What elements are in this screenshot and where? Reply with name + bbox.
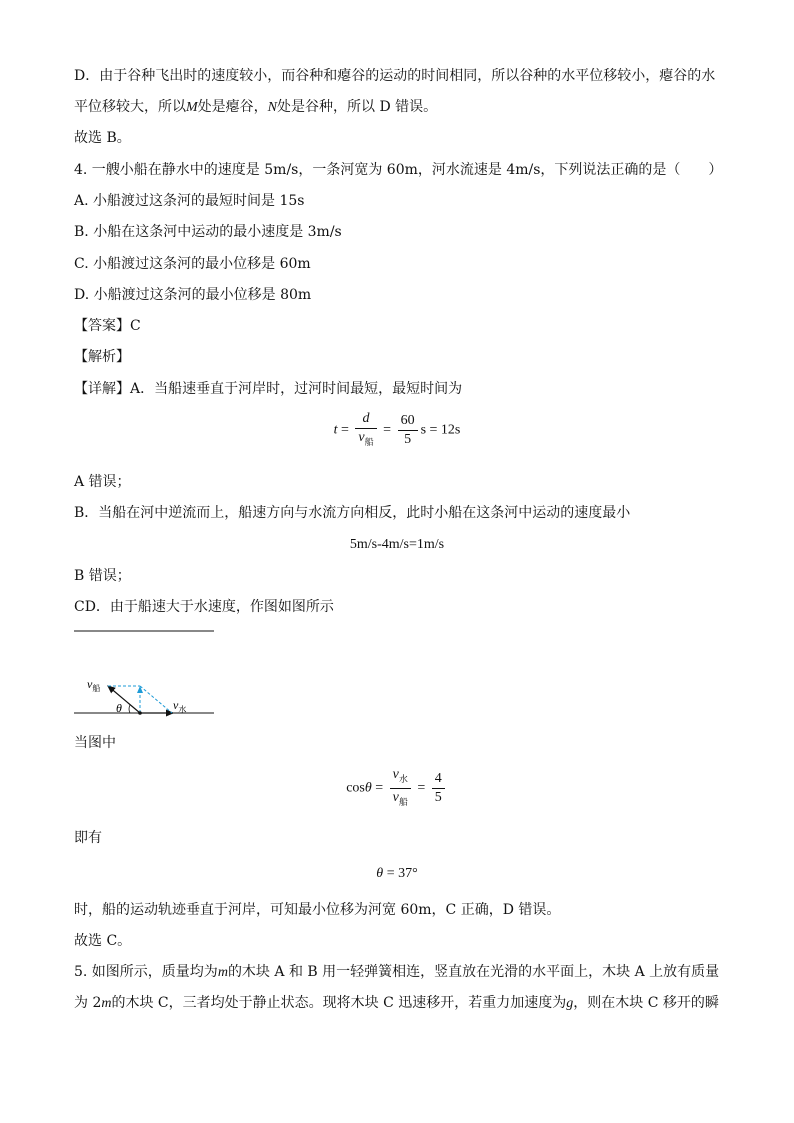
text-span: 平位移较大，所以	[74, 99, 186, 115]
detail-b: B．当船在河中逆流而上，船速方向与水流方向相反，此时小船在这条河中运动的速度最小	[74, 505, 631, 521]
var-theta: θ	[376, 866, 384, 881]
text-span: 的木块 C，三者均处于静止状态。现将木块 C 迅速移开，若重力加速度为	[111, 995, 567, 1011]
cos-label: cos	[346, 780, 365, 796]
var-d: d	[362, 411, 370, 426]
eq-sign: =	[417, 780, 426, 796]
equation-cos-theta	[0, 766, 794, 811]
velocity-diagram	[70, 625, 220, 725]
fraction-d-over-v	[355, 410, 376, 451]
var-m: m	[101, 996, 112, 1011]
var-v: v	[358, 430, 365, 445]
var-theta: θ	[364, 780, 372, 796]
angle-arc	[129, 705, 130, 713]
text-line: B 错误；	[74, 568, 131, 584]
fraction-60-over-5	[398, 412, 418, 449]
answer-label: 【答案】C	[74, 318, 141, 334]
label-v-ship: $v_船$	[87, 677, 101, 693]
text-line: 故选 C。	[74, 933, 132, 949]
equation-min-time	[0, 410, 794, 451]
subscript-ship: 船	[398, 796, 408, 807]
ship-velocity-arrow	[108, 686, 140, 713]
origin-point	[138, 711, 142, 715]
eq-sign: =	[341, 422, 349, 438]
var-v: v	[392, 767, 399, 782]
text-line: D．由于谷种飞出时的速度较小，而谷种和瘪谷的运动的时间相同，所以谷种的水平位移较小，瘪谷的水	[74, 68, 716, 84]
equation-min-speed: 5m/s-4m/s=1m/s	[349, 537, 445, 552]
result: s = 12s	[420, 422, 461, 438]
text-line	[74, 97, 437, 118]
var-v: v	[392, 789, 399, 805]
var-N: N	[267, 100, 278, 115]
label-theta: θ	[116, 701, 122, 715]
text-span: 处是瘪谷，	[197, 99, 268, 115]
question-5	[74, 962, 719, 983]
label-v-water: $v_水$	[173, 698, 187, 714]
var-m: m	[217, 965, 228, 980]
option-a: A. 小船渡过这条河的最短时间是 15s	[74, 193, 305, 209]
subscript-ship: 船	[364, 436, 374, 447]
question-4: 4. 一艘小船在静水中的速度是 5m/s，一条河宽为 60m，河水流速是 4m/s，下列说法正确的是（ ）	[74, 162, 723, 178]
var-g: g	[566, 996, 574, 1011]
denominator: 5	[434, 789, 442, 805]
text-line: 故选 B。	[74, 130, 131, 146]
eq-sign: =	[383, 422, 392, 438]
text-span: 5. 如图所示，质量均为	[74, 964, 218, 980]
question-5-cont	[74, 993, 719, 1014]
option-d: D. 小船渡过这条河的最小位移是 80m	[74, 287, 312, 303]
numerator: 4	[432, 770, 445, 789]
equation-theta	[0, 864, 794, 884]
subscript-water: 水	[398, 773, 408, 784]
text-span: ，则在木块 C 移开的瞬	[573, 995, 719, 1011]
text-line: 即有	[74, 830, 102, 846]
text-span: 处是谷种，所以 D 错误。	[277, 99, 438, 115]
option-b: B. 小船在这条河中运动的最小速度是 3m/s	[74, 224, 342, 240]
conclusion: 时，船的运动轨迹垂直于河岸，可知最小位移为河宽 60m，C 正确，D 错误。	[74, 902, 561, 918]
value: = 37°	[383, 866, 418, 881]
denominator: 5	[404, 431, 412, 447]
fraction-4-over-5	[432, 770, 445, 807]
analysis-label: 【解析】	[74, 349, 130, 365]
detail-a: 【详解】A．当船速垂直于河岸时，过河时间最短，最短时间为	[74, 381, 463, 397]
option-c: C. 小船渡过这条河的最小位移是 60m	[74, 256, 311, 272]
fraction-vwater-over-vship	[390, 766, 411, 811]
eq-sign: =	[375, 780, 384, 796]
text-line: 当图中	[74, 735, 116, 751]
text-span: 为 2	[74, 995, 102, 1011]
detail-cd: CD．由于船速大于水速度，作图如图所示	[74, 599, 334, 615]
var-M: M	[186, 100, 198, 115]
dashed-right-side	[140, 686, 172, 713]
text-line: A 错误；	[74, 474, 131, 490]
var-t: t	[333, 422, 338, 438]
numerator: 60	[398, 412, 418, 431]
text-span: 的木块 A 和 B 用一轻弹簧相连，竖直放在光滑的水平面上，木块 A 上放有质量	[227, 964, 720, 980]
